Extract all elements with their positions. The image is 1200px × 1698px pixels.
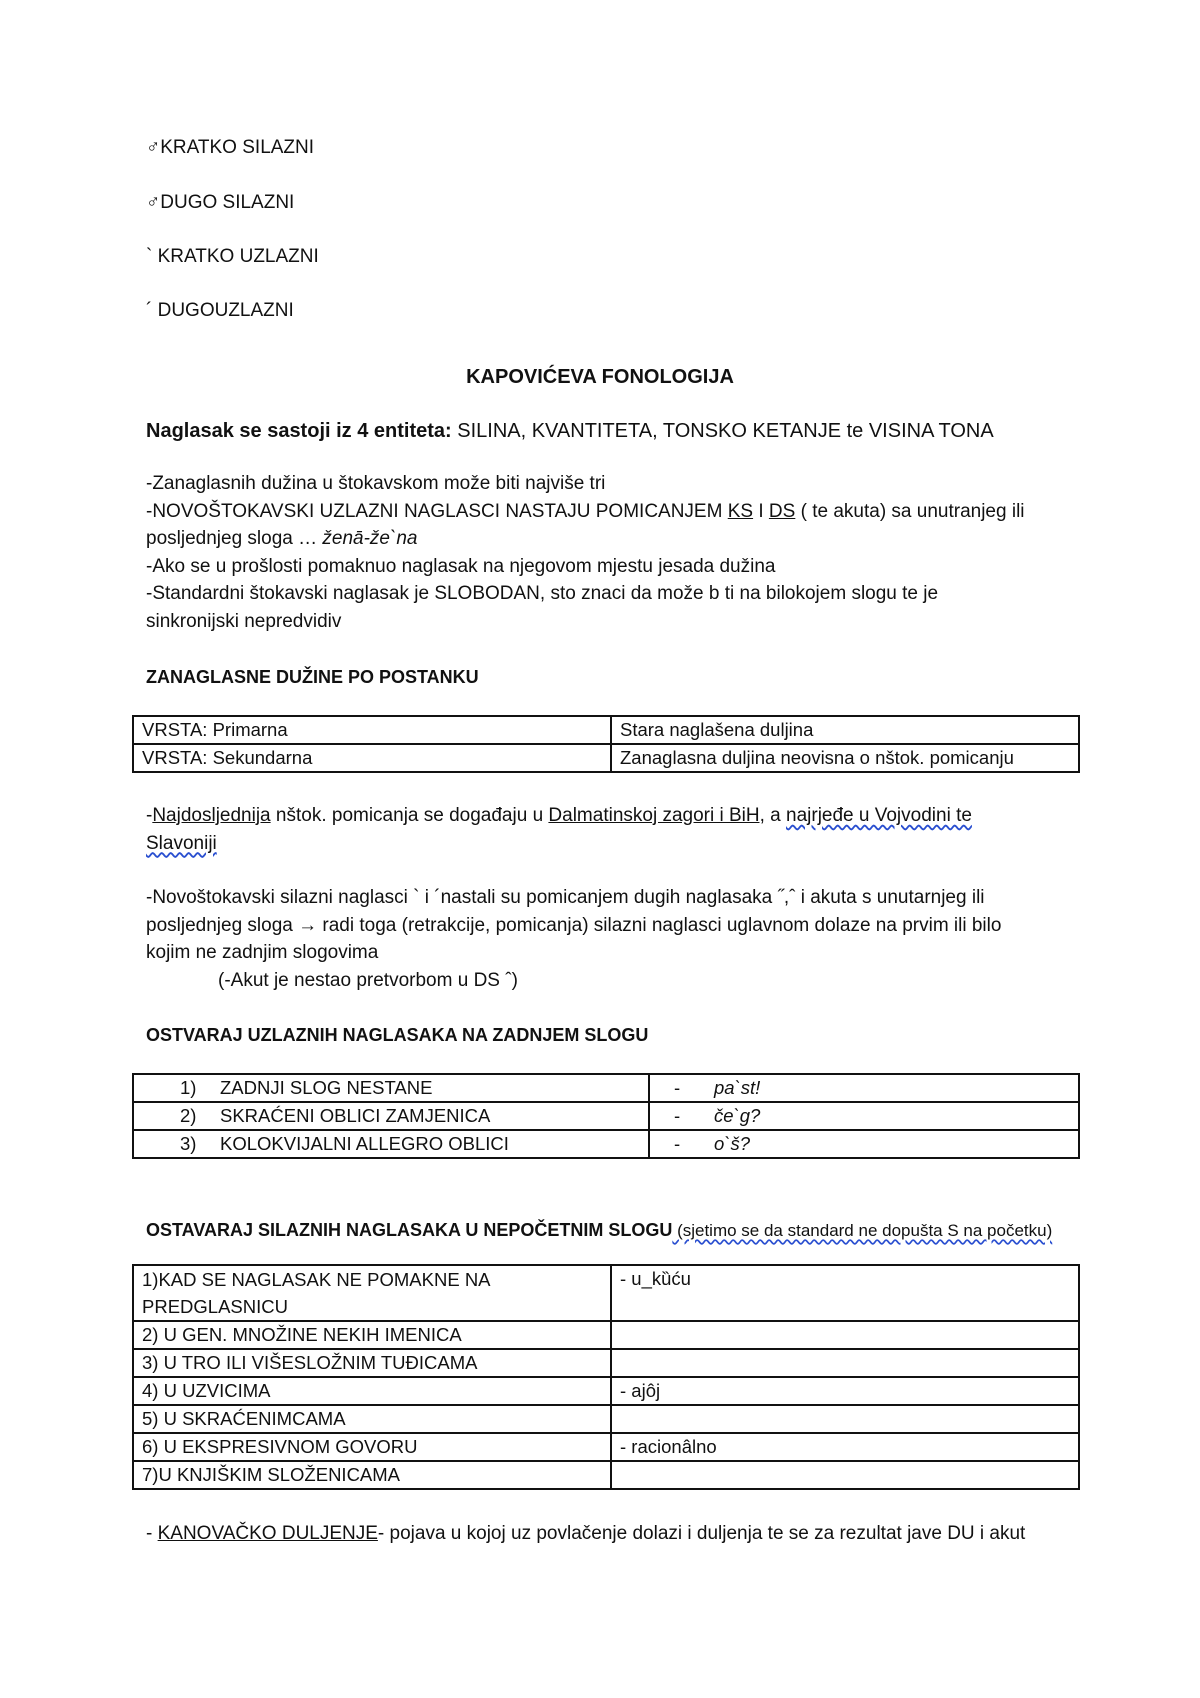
table-row <box>133 1102 1079 1130</box>
accent-symbol: ´ <box>146 300 153 321</box>
table-row <box>133 1321 1079 1349</box>
table-row <box>133 1377 1079 1405</box>
note-2-ds: DS <box>768 500 796 522</box>
table-silazni <box>132 1264 1080 1490</box>
table-cell: 4) U UZVICIMA <box>133 1377 611 1405</box>
note-2-ks: KS <box>727 500 754 522</box>
section-heading-zanaglasne: ZANAGLASNE DUŽINE PO POSTANKU <box>146 667 479 687</box>
table-row <box>133 1349 1079 1377</box>
p2-vojvodina: najrjeđe u Vojvodini te <box>786 805 972 826</box>
table-cell <box>611 1405 1079 1433</box>
note-4-cont: sinkronijski nepredvidiv <box>146 610 342 632</box>
paragraph-silazni <box>146 884 1066 994</box>
table-cell <box>611 1321 1079 1349</box>
table-cell <box>133 1102 649 1130</box>
accent-symbol: ♂ <box>146 192 161 213</box>
row-label: KOLOKVIJALNI ALLEGRO OBLICI <box>220 1133 509 1154</box>
accent-label: DUGOUZLAZNI <box>157 300 294 321</box>
final-text: - pojava u kojoj uz povlačenje dolazi i duljenja te se za rezultat jave DU i akut <box>377 1523 1026 1544</box>
note-4: -Standardni štokavski naglasak je SLOBODAN, sto znaci da može b ti na bilokojem slogu te je <box>146 583 939 604</box>
table-cell: VRSTA: Primarna <box>133 716 611 744</box>
row-dash: - <box>674 1105 681 1126</box>
row-example: pa`st! <box>714 1077 761 1098</box>
p2-slavonija: Slavoniji <box>146 832 217 854</box>
table-row <box>133 716 1079 744</box>
p3-text: posljednjeg sloga <box>146 914 299 936</box>
accent-line-2 <box>146 191 294 215</box>
accent-symbol: ♂ <box>146 137 161 158</box>
table-row <box>133 1433 1079 1461</box>
p3-line-1: -Novoštokavski silazni naglasci ` i ´nastali su pomicanjem dugih naglasaka ˝,ˆ i akuta s unutarnjeg ili <box>146 887 985 908</box>
table-cell: 2) U GEN. MNOŽINE NEKIH IMENICA <box>133 1321 611 1349</box>
p3-line-4: (-Akut je nestao pretvorbom u DS ˆ) <box>218 969 518 991</box>
table-row <box>133 744 1079 772</box>
accent-line-3 <box>146 245 319 269</box>
accent-line-4 <box>146 299 294 323</box>
table-row <box>133 1130 1079 1158</box>
p2-text: nštok. pomicanja se događaju u <box>270 805 549 826</box>
table-cell: 6) U EKSPRESIVNOM GOVORU <box>133 1433 611 1461</box>
section-heading-silazni <box>146 1218 1052 1243</box>
table-cell: - ajôj <box>611 1377 1079 1405</box>
intro-line <box>146 419 994 443</box>
table-row <box>133 1074 1079 1102</box>
table-row <box>133 1461 1079 1489</box>
accent-label: KRATKO UZLAZNI <box>157 246 319 267</box>
section-heading-note: (sjetimo se da standard ne dopušta S na početku) <box>672 1221 1053 1240</box>
section-heading-text: OSTAVARAJ SILAZNIH NAGLASAKA U NEPOČETNIM SLOGU <box>146 1220 673 1240</box>
page-title: KAPOVIĆEVA FONOLOGIJA <box>466 366 734 388</box>
note-2-text: -NOVOŠTOKAVSKI UZLAZNI NAGLASCI NASTAJU POMICANJEM <box>146 500 728 522</box>
row-label: SKRAĆENI OBLICI ZAMJENICA <box>220 1105 491 1126</box>
intro-bold: Naglasak se sastoji iz 4 entiteta: <box>146 420 452 442</box>
row-example: o`š? <box>714 1133 750 1154</box>
notes-block <box>146 470 1066 635</box>
accent-symbol: ` <box>146 246 153 267</box>
note-3: -Ako se u prošlosti pomaknuo naglasak na njegovom mjestu jesada dužina <box>146 555 776 577</box>
row-number: 1) <box>180 1077 197 1098</box>
accent-line-1 <box>146 136 314 160</box>
table-cell <box>649 1130 1079 1158</box>
table-cell: - u_kȕću <box>611 1265 1079 1321</box>
table-cell: Stara naglašena duljina <box>611 716 1079 744</box>
final-line <box>146 1522 1025 1546</box>
arrow-right-icon: → <box>298 914 318 936</box>
note-2-example: ženā-že`na <box>322 528 418 549</box>
table-cell: 1)KAD SE NAGLASAK NE POMAKNE NA PREDGLASNICU <box>133 1265 611 1321</box>
table-cell <box>649 1074 1079 1102</box>
note-2-rest: ( te akuta) sa unutranjeg ili <box>795 500 1025 522</box>
table-uzlazni <box>132 1073 1080 1159</box>
final-term: KANOVAČKO DULJENJE <box>157 1523 378 1544</box>
table-cell: 7)U KNJIŠKIM SLOŽENICAMA <box>133 1461 611 1489</box>
note-2-cont-text: posljednjeg sloga … <box>146 528 323 549</box>
table-cell <box>649 1102 1079 1130</box>
section-heading-uzlazni: OSTVARAJ UZLAZNIH NAGLASAKA NA ZADNJEM SLOGU <box>146 1025 649 1045</box>
p2-a: a <box>764 805 787 826</box>
p3-text-cont: radi toga (retrakcije, pomicanja) silazni naglasci uglavnom dolaze na prvim ili bilo <box>317 914 1002 936</box>
table-cell <box>611 1461 1079 1489</box>
note-2 <box>146 498 1066 526</box>
table-row <box>133 1265 1079 1321</box>
table-cell <box>133 1074 649 1102</box>
paragraph-pomicanja-line-1 <box>146 802 1066 830</box>
row-dash: - <box>674 1077 681 1098</box>
paragraph-pomicanja-line-2 <box>146 830 1066 858</box>
p2-dash: - <box>146 805 153 826</box>
note-1: -Zanaglasnih dužina u štokavskom može biti najviše tri <box>146 473 606 494</box>
row-number: 3) <box>180 1133 197 1154</box>
p3-line-3: kojim ne zadnjim slogovima <box>146 942 379 963</box>
row-number: 2) <box>180 1105 197 1126</box>
table-cell: - racionâlno <box>611 1433 1079 1461</box>
note-2-i: I <box>753 500 769 522</box>
table-cell <box>611 1349 1079 1377</box>
table-cell: VRSTA: Sekundarna <box>133 744 611 772</box>
row-example: če`g? <box>714 1105 761 1126</box>
table-zanaglasne <box>132 715 1080 773</box>
final-dash: - <box>146 1523 158 1544</box>
row-dash: - <box>674 1133 681 1154</box>
row-label: ZADNJI SLOG NESTANE <box>220 1077 433 1098</box>
table-cell: 3) U TRO ILI VIŠESLOŽNIM TUĐICAMA <box>133 1349 611 1377</box>
p3-line-2 <box>146 912 1066 940</box>
table-cell: 5) U SKRAĆENIMCAMA <box>133 1405 611 1433</box>
p2-dalmatinska: Dalmatinskoj zagori i BiH, <box>548 805 765 826</box>
accent-label: KRATKO SILAZNI <box>160 137 315 158</box>
note-2-cont <box>146 525 1066 553</box>
paragraph-pomicanja <box>146 802 1066 857</box>
p2-najdosljednija: Najdosljednija <box>152 805 271 826</box>
intro-rest: SILINA, KVANTITETA, TONSKO KETANJE te VISINA TONA <box>451 420 994 442</box>
table-cell <box>133 1130 649 1158</box>
accent-label: DUGO SILAZNI <box>160 192 295 213</box>
table-row <box>133 1405 1079 1433</box>
table-cell: Zanaglasna duljina neovisna o nštok. pomicanju <box>611 744 1079 772</box>
